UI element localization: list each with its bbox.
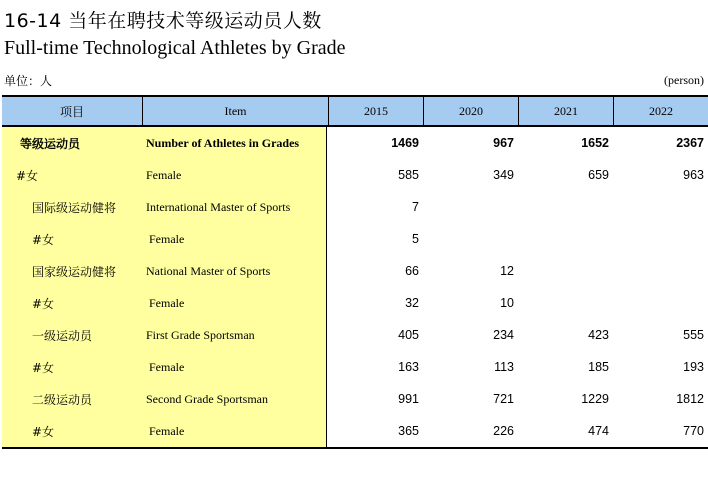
cell-2020: 12 [500, 264, 514, 278]
table-row [2, 191, 708, 223]
header-year-2022: 2022 [613, 97, 708, 125]
cell-2015: 66 [405, 264, 419, 278]
header-row [2, 95, 708, 127]
unit-label-chinese: 单位：人 [4, 74, 53, 88]
cell-2020: 226 [493, 424, 514, 438]
cell-2021: 659 [588, 168, 609, 182]
cell-2021: 423 [588, 328, 609, 342]
table-row [2, 319, 708, 351]
data-table-body [2, 127, 708, 447]
row-label-cn: 二级运动员 [32, 392, 93, 407]
row-label-cn: #女 [32, 296, 55, 311]
cell-2015: 991 [398, 392, 419, 406]
row-label-cn: #女 [32, 360, 55, 375]
header-year-2020: 2020 [423, 97, 518, 125]
row-label-cn: 等级运动员 [20, 136, 81, 151]
cell-2020: 721 [493, 392, 514, 406]
cell-2020: 349 [493, 168, 514, 182]
table-row [2, 127, 708, 159]
row-label-cn: #女 [32, 232, 55, 247]
cell-2015: 365 [398, 424, 419, 438]
cell-2020: 967 [493, 136, 514, 150]
data-table-header [2, 95, 708, 127]
table-title-chinese: 16-14 当年在聘技术等级运动员人数 [4, 10, 322, 32]
cell-2022: 770 [683, 424, 704, 438]
cell-2015: 5 [412, 232, 419, 246]
header-item-cn: 项目 [59, 104, 84, 119]
unit-label-english: (person) [664, 73, 704, 87]
cell-2020: 113 [494, 360, 514, 374]
table-title-english: Full-time Technological Athletes by Grade [4, 37, 346, 59]
row-label-en: Female [146, 167, 182, 182]
cell-2022: 193 [683, 360, 704, 374]
header-year-2021: 2021 [518, 97, 613, 125]
row-label-en: Female [149, 423, 185, 438]
row-label-cn: 国家级运动健将 [32, 264, 117, 279]
row-label-en: International Master of Sports [146, 199, 291, 214]
cell-2022: 1812 [676, 392, 704, 406]
cell-2022: 555 [683, 328, 704, 342]
cell-2020: 10 [500, 296, 514, 310]
cell-2021: 1652 [581, 136, 609, 150]
cell-2015: 7 [412, 200, 419, 214]
cell-2020: 234 [493, 328, 514, 342]
cell-2021: 474 [588, 424, 609, 438]
table-row [2, 287, 708, 319]
row-label-en: First Grade Sportsman [146, 327, 255, 342]
table-row [2, 351, 708, 383]
cell-2022: 2367 [676, 136, 704, 150]
row-label-en: Second Grade Sportsman [146, 391, 268, 406]
table-bottom-rule [2, 447, 708, 449]
table-row [2, 223, 708, 255]
table-row [2, 383, 708, 415]
row-label-en: Female [149, 359, 185, 374]
cell-2015: 32 [405, 296, 419, 310]
row-label-en: Number of Athletes in Grades [146, 135, 300, 150]
row-label-cn: 一级运动员 [32, 328, 93, 343]
cell-2015: 405 [398, 328, 419, 342]
cell-2015: 585 [398, 168, 419, 182]
table-row [2, 415, 708, 447]
table-row [2, 255, 708, 287]
cell-2021: 1229 [581, 392, 609, 406]
cell-2015: 163 [398, 360, 419, 374]
row-label-en: National Master of Sports [146, 263, 271, 278]
cell-2022: 963 [683, 168, 704, 182]
header-item-en: Item [142, 97, 328, 125]
header-year-2015: 2015 [328, 97, 423, 125]
row-label-cn: 国际级运动健将 [32, 200, 117, 215]
cell-2021: 185 [588, 360, 609, 374]
row-label-cn: #女 [32, 424, 55, 439]
row-label-cn: #女 [16, 168, 39, 183]
row-label-en: Female [149, 231, 185, 246]
row-label-en: Female [149, 295, 185, 310]
table-row [2, 159, 708, 191]
cell-2015: 1469 [391, 136, 419, 150]
